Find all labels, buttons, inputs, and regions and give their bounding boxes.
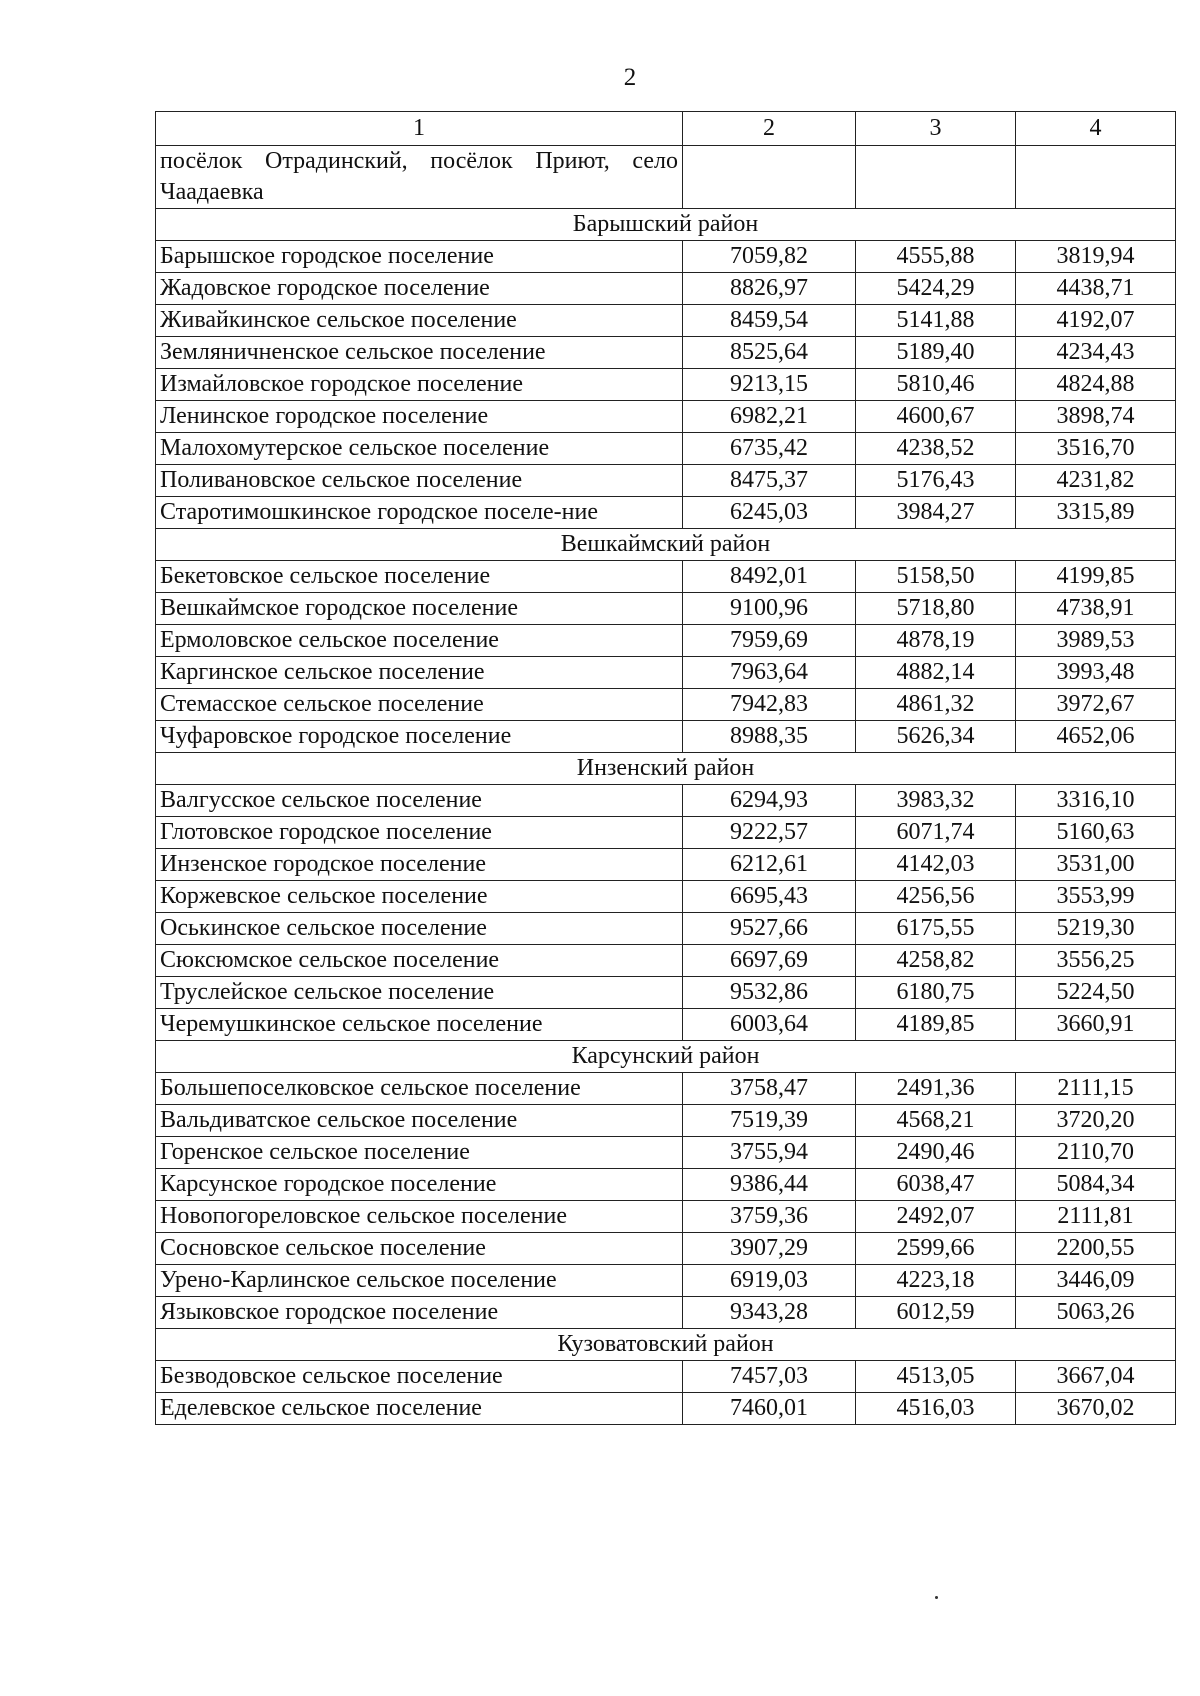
table-row	[156, 401, 1176, 433]
table-row	[156, 1137, 1176, 1169]
table-row	[156, 241, 1176, 273]
table-row	[156, 433, 1176, 465]
table-row	[156, 1169, 1176, 1201]
value-col-4: 3993,48	[1016, 657, 1176, 689]
value-col-3: 4600,67	[856, 401, 1016, 433]
settlement-name: Коржевское сельское поселение	[156, 881, 683, 913]
value-col-3: 5626,34	[856, 721, 1016, 753]
value-col-4: 5219,30	[1016, 913, 1176, 945]
table-row	[156, 369, 1176, 401]
table-row	[156, 305, 1176, 337]
settlement-name: Ленинское городское поселение	[156, 401, 683, 433]
settlement-name: Живайкинское сельское поселение	[156, 305, 683, 337]
value-col-2: 7059,82	[683, 241, 856, 273]
value-col-4: 4824,88	[1016, 369, 1176, 401]
settlement-name: Вешкаймское городское поселение	[156, 593, 683, 625]
settlement-name: Черемушкинское сельское поселение	[156, 1009, 683, 1041]
district-header-row	[156, 1041, 1176, 1073]
table-row	[156, 1009, 1176, 1041]
value-col-2: 3755,94	[683, 1137, 856, 1169]
value-col-2: 3759,36	[683, 1201, 856, 1233]
value-col-4	[1016, 146, 1176, 209]
settlement-name: Ермоловское сельское поселение	[156, 625, 683, 657]
value-col-4: 3660,91	[1016, 1009, 1176, 1041]
value-col-2: 8525,64	[683, 337, 856, 369]
value-col-4: 5224,50	[1016, 977, 1176, 1009]
value-col-2: 3907,29	[683, 1233, 856, 1265]
value-col-4: 4192,07	[1016, 305, 1176, 337]
value-col-3: 4878,19	[856, 625, 1016, 657]
district-header-row	[156, 209, 1176, 241]
settlement-name: Урено-Карлинское сельское поселение	[156, 1265, 683, 1297]
value-col-3: 5158,50	[856, 561, 1016, 593]
value-col-4: 3972,67	[1016, 689, 1176, 721]
settlement-name: Жадовское городское поселение	[156, 273, 683, 305]
value-col-4: 3720,20	[1016, 1105, 1176, 1137]
district-name: Барышский район	[156, 209, 1176, 241]
value-col-3: 6071,74	[856, 817, 1016, 849]
value-col-3: 4258,82	[856, 945, 1016, 977]
value-col-4: 5160,63	[1016, 817, 1176, 849]
value-col-3: 2599,66	[856, 1233, 1016, 1265]
value-col-2: 8492,01	[683, 561, 856, 593]
column-header: 2	[683, 112, 856, 146]
value-col-3: 3984,27	[856, 497, 1016, 529]
table-row	[156, 721, 1176, 753]
value-col-4: 4652,06	[1016, 721, 1176, 753]
value-col-2: 9532,86	[683, 977, 856, 1009]
value-col-3: 4238,52	[856, 433, 1016, 465]
value-col-3: 4516,03	[856, 1393, 1016, 1425]
value-col-2: 6982,21	[683, 401, 856, 433]
column-header: 3	[856, 112, 1016, 146]
value-col-4: 2111,15	[1016, 1073, 1176, 1105]
settlement-name: Барышское городское поселение	[156, 241, 683, 273]
header-row	[156, 112, 1176, 146]
table-row	[156, 1297, 1176, 1329]
settlement-name: Карсунское городское поселение	[156, 1169, 683, 1201]
value-col-2: 8988,35	[683, 721, 856, 753]
value-col-3: 6175,55	[856, 913, 1016, 945]
settlement-name: Труслейское сельское поселение	[156, 977, 683, 1009]
value-col-4: 3446,09	[1016, 1265, 1176, 1297]
table-row	[156, 497, 1176, 529]
table-row	[156, 1265, 1176, 1297]
table-row	[156, 689, 1176, 721]
settlement-name: Измайловское городское поселение	[156, 369, 683, 401]
value-col-4: 4438,71	[1016, 273, 1176, 305]
value-col-3: 5718,80	[856, 593, 1016, 625]
value-col-3: 5424,29	[856, 273, 1016, 305]
settlement-name: Стемасское сельское поселение	[156, 689, 683, 721]
table-row	[156, 849, 1176, 881]
settlement-name: Горенское сельское поселение	[156, 1137, 683, 1169]
value-col-4: 3670,02	[1016, 1393, 1176, 1425]
settlement-name: Каргинское сельское поселение	[156, 657, 683, 689]
data-table	[155, 111, 1176, 1425]
value-col-4: 2111,81	[1016, 1201, 1176, 1233]
value-col-2: 7460,01	[683, 1393, 856, 1425]
district-name: Карсунский район	[156, 1041, 1176, 1073]
table-row	[156, 977, 1176, 1009]
table-row	[156, 1073, 1176, 1105]
settlement-name: Безводовское сельское поселение	[156, 1361, 683, 1393]
settlement-name: Валгусское сельское поселение	[156, 785, 683, 817]
value-col-3: 6038,47	[856, 1169, 1016, 1201]
value-col-4: 4231,82	[1016, 465, 1176, 497]
table-row	[156, 817, 1176, 849]
settlement-name: Чуфаровское городское поселение	[156, 721, 683, 753]
value-col-2: 3758,47	[683, 1073, 856, 1105]
value-col-4: 3819,94	[1016, 241, 1176, 273]
table-row	[156, 1201, 1176, 1233]
settlement-name: Поливановское сельское поселение	[156, 465, 683, 497]
settlement-name: Старотимошкинское городское поселе-ние	[156, 497, 683, 529]
settlement-name: Малохомутерское сельское поселение	[156, 433, 683, 465]
value-col-4: 4234,43	[1016, 337, 1176, 369]
value-col-3: 5176,43	[856, 465, 1016, 497]
value-col-2: 6294,93	[683, 785, 856, 817]
value-col-2: 6245,03	[683, 497, 856, 529]
table-row	[156, 561, 1176, 593]
value-col-3: 5810,46	[856, 369, 1016, 401]
value-col-2: 7519,39	[683, 1105, 856, 1137]
settlement-name: Инзенское городское поселение	[156, 849, 683, 881]
value-col-4: 4199,85	[1016, 561, 1176, 593]
value-col-2	[683, 146, 856, 209]
value-col-3: 4513,05	[856, 1361, 1016, 1393]
value-col-4: 3667,04	[1016, 1361, 1176, 1393]
table-row	[156, 465, 1176, 497]
value-col-2: 7942,83	[683, 689, 856, 721]
value-col-2: 7963,64	[683, 657, 856, 689]
settlement-name: Еделевское сельское поселение	[156, 1393, 683, 1425]
column-header: 4	[1016, 112, 1176, 146]
table-row	[156, 1105, 1176, 1137]
value-col-3: 4142,03	[856, 849, 1016, 881]
district-name: Вешкаймский район	[156, 529, 1176, 561]
value-col-4: 3315,89	[1016, 497, 1176, 529]
table-row	[156, 881, 1176, 913]
value-col-4: 3531,00	[1016, 849, 1176, 881]
value-col-3: 5189,40	[856, 337, 1016, 369]
value-col-2: 7959,69	[683, 625, 856, 657]
settlement-name: Бекетовское сельское поселение	[156, 561, 683, 593]
value-col-2: 8459,54	[683, 305, 856, 337]
district-header-row	[156, 753, 1176, 785]
district-name: Инзенский район	[156, 753, 1176, 785]
table-row	[156, 657, 1176, 689]
value-col-2: 9213,15	[683, 369, 856, 401]
value-col-2: 9100,96	[683, 593, 856, 625]
value-col-4: 3989,53	[1016, 625, 1176, 657]
value-col-2: 6695,43	[683, 881, 856, 913]
value-col-2: 9343,28	[683, 1297, 856, 1329]
value-col-4: 5084,34	[1016, 1169, 1176, 1201]
value-col-4: 2200,55	[1016, 1233, 1176, 1265]
value-col-3: 2491,36	[856, 1073, 1016, 1105]
table-row	[156, 1361, 1176, 1393]
table-row	[156, 273, 1176, 305]
settlement-name: Сюксюмское сельское поселение	[156, 945, 683, 977]
settlement-name: Вальдиватское сельское поселение	[156, 1105, 683, 1137]
settlement-name: посёлок Отрадинский, посёлок Приют, село Чаадаевка	[156, 146, 683, 209]
value-col-4: 3516,70	[1016, 433, 1176, 465]
district-header-row	[156, 1329, 1176, 1361]
value-col-4: 3898,74	[1016, 401, 1176, 433]
table-row	[156, 913, 1176, 945]
value-col-3: 5141,88	[856, 305, 1016, 337]
table-row	[156, 593, 1176, 625]
value-col-2: 6212,61	[683, 849, 856, 881]
table-row	[156, 1393, 1176, 1425]
value-col-2: 6003,64	[683, 1009, 856, 1041]
value-col-4: 3556,25	[1016, 945, 1176, 977]
settlement-name: Земляничненское сельское поселение	[156, 337, 683, 369]
settlement-name: Большепоселковское сельское поселение	[156, 1073, 683, 1105]
value-col-3: 3983,32	[856, 785, 1016, 817]
settlement-name: Новопогореловское сельское поселение	[156, 1201, 683, 1233]
settlement-name: Языковское городское поселение	[156, 1297, 683, 1329]
table-row	[156, 337, 1176, 369]
settlement-name: Глотовское городское поселение	[156, 817, 683, 849]
value-col-4: 3553,99	[1016, 881, 1176, 913]
table-row	[156, 625, 1176, 657]
scan-speck	[935, 1596, 938, 1599]
value-col-3: 4189,85	[856, 1009, 1016, 1041]
value-col-2: 6919,03	[683, 1265, 856, 1297]
value-col-4: 4738,91	[1016, 593, 1176, 625]
district-name: Кузоватовский район	[156, 1329, 1176, 1361]
value-col-2: 8475,37	[683, 465, 856, 497]
value-col-3: 4882,14	[856, 657, 1016, 689]
value-col-3	[856, 146, 1016, 209]
value-col-4: 5063,26	[1016, 1297, 1176, 1329]
value-col-3: 2492,07	[856, 1201, 1016, 1233]
column-header: 1	[156, 112, 683, 146]
value-col-2: 6735,42	[683, 433, 856, 465]
settlement-name: Оськинское сельское поселение	[156, 913, 683, 945]
value-col-3: 4223,18	[856, 1265, 1016, 1297]
value-col-3: 4256,56	[856, 881, 1016, 913]
value-col-4: 3316,10	[1016, 785, 1176, 817]
value-col-4: 2110,70	[1016, 1137, 1176, 1169]
district-header-row	[156, 529, 1176, 561]
settlement-name: Сосновское сельское поселение	[156, 1233, 683, 1265]
value-col-2: 9386,44	[683, 1169, 856, 1201]
value-col-2: 6697,69	[683, 945, 856, 977]
value-col-3: 6180,75	[856, 977, 1016, 1009]
table-row	[156, 146, 1176, 209]
table-row	[156, 945, 1176, 977]
value-col-2: 7457,03	[683, 1361, 856, 1393]
table-row	[156, 785, 1176, 817]
value-col-3: 4861,32	[856, 689, 1016, 721]
value-col-2: 9527,66	[683, 913, 856, 945]
page-number: 2	[623, 64, 637, 91]
value-col-3: 2490,46	[856, 1137, 1016, 1169]
value-col-3: 4555,88	[856, 241, 1016, 273]
value-col-2: 8826,97	[683, 273, 856, 305]
value-col-2: 9222,57	[683, 817, 856, 849]
value-col-3: 4568,21	[856, 1105, 1016, 1137]
table-row	[156, 1233, 1176, 1265]
value-col-3: 6012,59	[856, 1297, 1016, 1329]
